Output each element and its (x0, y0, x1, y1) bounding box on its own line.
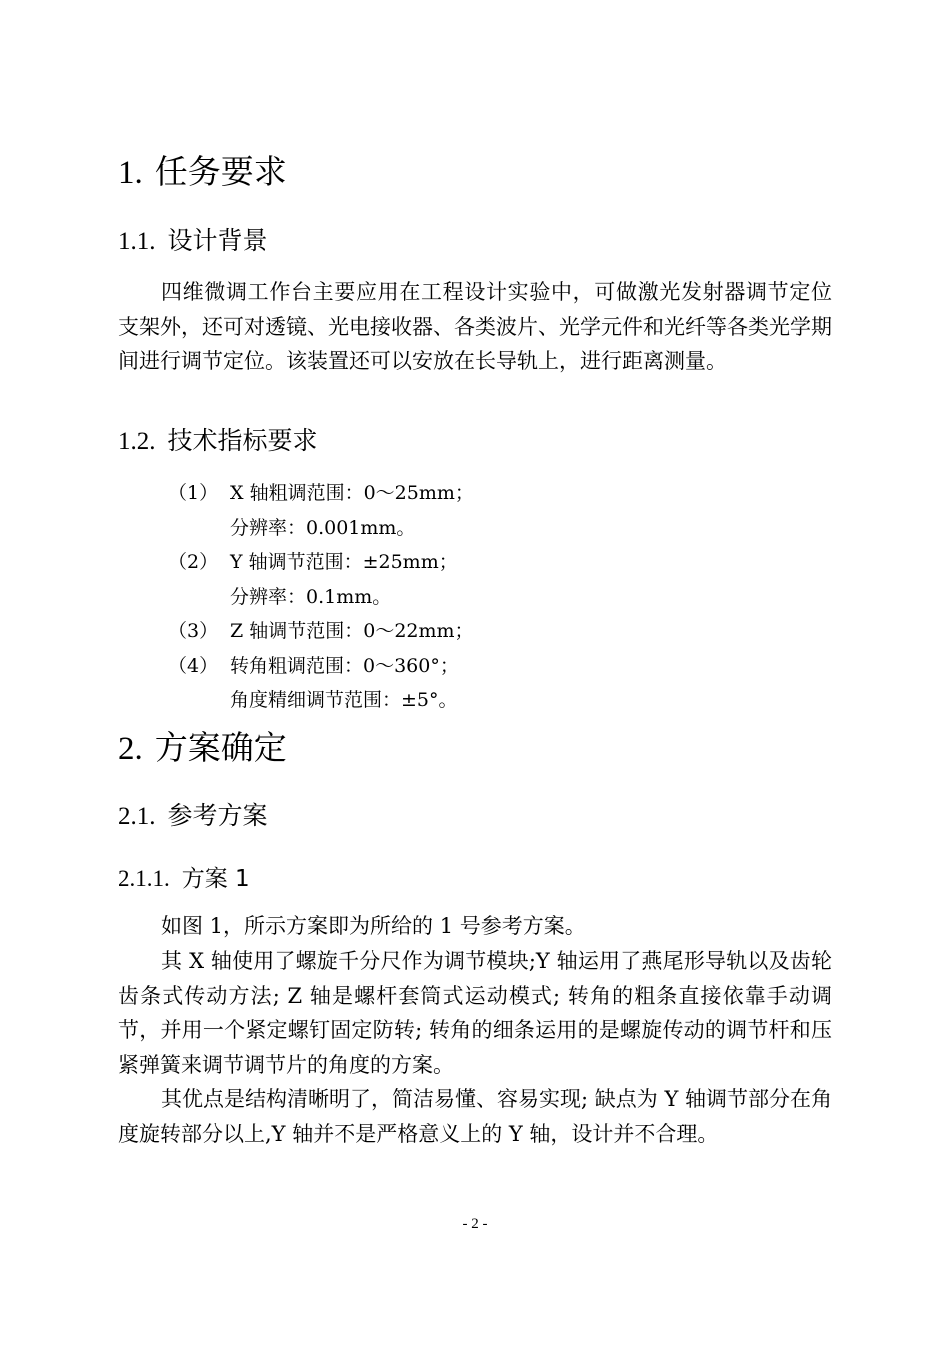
section-number: 1.1. (118, 228, 156, 255)
spec-text: Z 轴调节范围：0～22mm； (230, 620, 474, 642)
page-number: - 2 - (462, 1216, 488, 1232)
spec-item-4 (168, 649, 828, 718)
section-title: 技术指标要求 (167, 426, 318, 455)
spec-label: （4） (168, 654, 219, 677)
spec-label: （3） (168, 620, 219, 642)
spec-label: （1） (168, 482, 219, 504)
spec-line: 角度精细调节范围：±5°。 (230, 689, 458, 711)
spec-item-2 (168, 545, 828, 614)
scheme-1-evaluation-paragraph: 其优点是结构清晰明了，简洁易懂、容易实现; 缺点为 Y 轴调节部分在角度旋转部分以上,Y 轴并不是严格意义上的 Y 轴，设计并不合理。 (118, 1087, 832, 1146)
spec-line: 分辨率：0.1mm。 (230, 585, 392, 608)
section-2-1-1-heading (118, 864, 250, 894)
technical-spec-list (168, 476, 828, 718)
spec-item-3 (168, 614, 828, 649)
spec-item-1 (168, 476, 828, 545)
section-title: 设计背景 (167, 226, 268, 255)
section-title: 参考方案 (167, 801, 268, 830)
spec-line (168, 545, 828, 580)
spec-text: 转角粗调范围：0～360°； (230, 654, 459, 677)
spec-text: Y 轴调节范围：±25mm； (230, 551, 458, 573)
section-number: 1. (118, 155, 143, 191)
spec-label: （2） (168, 551, 219, 573)
spec-text: X 轴粗调范围：0～25mm； (230, 482, 474, 504)
section-title: 方案 1 (181, 866, 250, 892)
section-number: 1.2. (118, 428, 156, 455)
section-number: 2.1. (118, 803, 156, 830)
spec-line (168, 476, 828, 511)
section-1-heading (118, 152, 287, 193)
section-1-1-heading (118, 225, 268, 258)
spec-line: 分辨率：0.001mm。 (230, 516, 416, 539)
section-title: 方案确定 (154, 728, 287, 767)
scheme-1-description-paragraph: 其 X 轴使用了螺旋千分尺作为调节模块;Y 轴运用了燕尾形导轨以及齿轮齿条式传动方法; Z 轴是螺杆套筒式运动模式; 转角的粗条直接依靠手动调节，并用一个紧定螺钉固定防转; 转角的细条运用的是螺旋传动的调节杆和压紧弹簧来调节调节片的角度的方案。 (118, 949, 832, 1077)
section-1-2-heading (118, 425, 318, 458)
design-background-paragraph: 四维微调工作台主要应用在工程设计实验中，可做激光发射器调节定位支架外，还可对透镜、光电接收器、各类波片、光学元件和光纤等各类光学期间进行调节定位。该装置还可以安放在长导轨上，进行距离测量。 (118, 280, 832, 373)
section-2-heading (118, 728, 287, 769)
section-number: 2.1.1. (118, 866, 170, 891)
spec-line (168, 649, 828, 684)
section-title: 任务要求 (154, 152, 287, 191)
spec-line (168, 614, 828, 649)
section-number: 2. (118, 731, 143, 767)
scheme-1-intro-paragraph: 如图 1，所示方案即为所给的 1 号参考方案。 (161, 914, 586, 938)
section-2-1-heading (118, 800, 268, 833)
